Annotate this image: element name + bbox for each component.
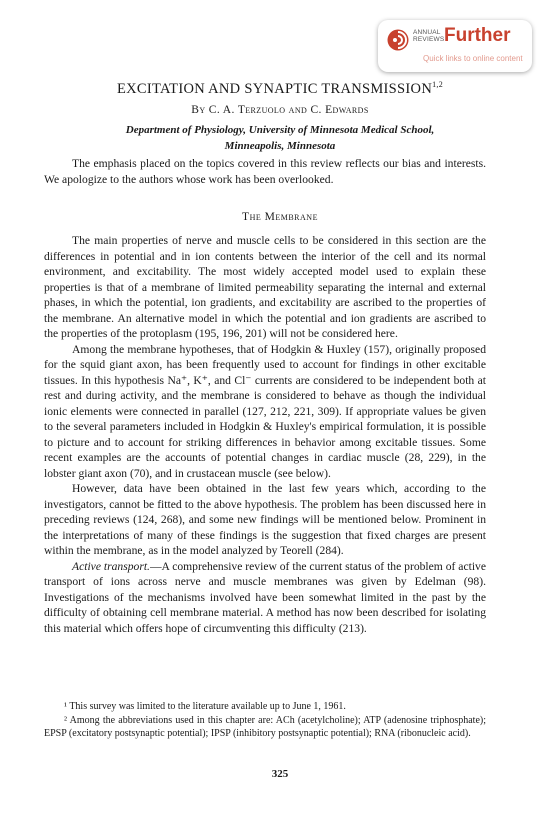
brand-line-1: ANNUAL: [413, 29, 441, 36]
footnotes: [44, 700, 486, 741]
further-label: Further: [444, 25, 511, 46]
footnote-1: ¹ This survey was limited to the literature available up to June 1, 1961.: [64, 701, 346, 712]
intro-paragraph: The emphasis placed on the topics covered in this review reflects our bias and interests. We apologize to the authors whose work has been overlooked.: [44, 157, 486, 186]
annual-reviews-logo-icon: [387, 29, 409, 51]
title-footnote-marks: 1,2: [432, 80, 443, 89]
article-title-text: EXCITATION AND SYNAPTIC TRANSMISSION: [116, 80, 433, 97]
quick-links-label: Quick links to online content: [423, 54, 523, 63]
section-heading: The Membrane: [242, 211, 318, 223]
affiliation: [0, 122, 560, 154]
active-transport-text: —A comprehensive review of the current status of the problem of active transport of ions across nerve and muscle membranes was given by Edelman (98). Investigations of the mechanisms involved have been somewhat limited in the past by the difficulty of obtaining cell membrane material. A method has now been described for isolating this material which offers hope of circumventing this difficulty (213).: [44, 559, 486, 635]
affiliation-line-1: Department of Physiology, University of Minnesota Medical School,: [125, 124, 435, 136]
paragraph: The main properties of nerve and muscle cells to be considered in this section are the differences in potential and in ion contents between the interior of the cell and its normal environment, and excitability. The most widely accepted model used to explain these properties is that of a membrane of limited permeability separating the internal and external phases, in which the potential, ion gradients, and excitability are ascribed to the properties of the membrane. An alternative model in which the potential and ion gradients are ascribed to the properties of the protoplasm (195, 196, 201) will not be considered here.: [44, 234, 486, 340]
footnote-2: ² Among the abbreviations used in this chapter are: ACh (acetylcholine); ATP (adenosine triphosphate); EPSP (excitatory postsynaptic potential); IPSP (inhibitory postsynaptic potential); RNA (ribonucleic acid).: [44, 714, 486, 739]
further-badge[interactable]: [378, 20, 532, 72]
paragraph: Among the membrane hypotheses, that of Hodgkin & Huxley (157), originally proposed for the squid giant axon, has been frequently used to account for findings in other excitable tissues. In this hypothesis Na⁺, K⁺, and Cl⁻ currents are considered to be independent both at rest and during activity, and the membrane is considered to behave as though the individual ionic elements were connected in parallel (127, 212, 221, 309). If appropriate values be given to the several parameters included in Hodgkin & Huxley's empirical formulation, it is possible to picture and to account for striking differences in behavior among excitable tissues. Some recent examples are the accounts of potential changes in cardiac muscle (28, 229), in the lobster giant axon (70), and in crustacean muscle (see below).: [44, 342, 486, 480]
annual-reviews-brand: [413, 29, 444, 43]
section-body: [44, 233, 486, 636]
article-title: [0, 80, 560, 98]
page-number: 325: [271, 768, 289, 780]
active-transport-paragraph: [44, 559, 486, 637]
brand-line-2: REVIEWS: [413, 36, 445, 43]
authors: By C. A. Terzuolo and C. Edwards: [191, 104, 369, 116]
affiliation-line-2: Minneapolis, Minnesota: [224, 140, 336, 152]
active-transport-label: Active transport.: [72, 559, 150, 573]
paragraph: However, data have been obtained in the last few years which, according to the investigators, cannot be fitted to the above hypothesis. The problem has been discussed here in preceding reviews (124, 268), and some new findings will be mentioned below. Prominent in the interpretations of many of these findings is the suggestion that fixed charges are present within the membrane, as in the model analyzed by Teorell (284).: [44, 482, 486, 557]
